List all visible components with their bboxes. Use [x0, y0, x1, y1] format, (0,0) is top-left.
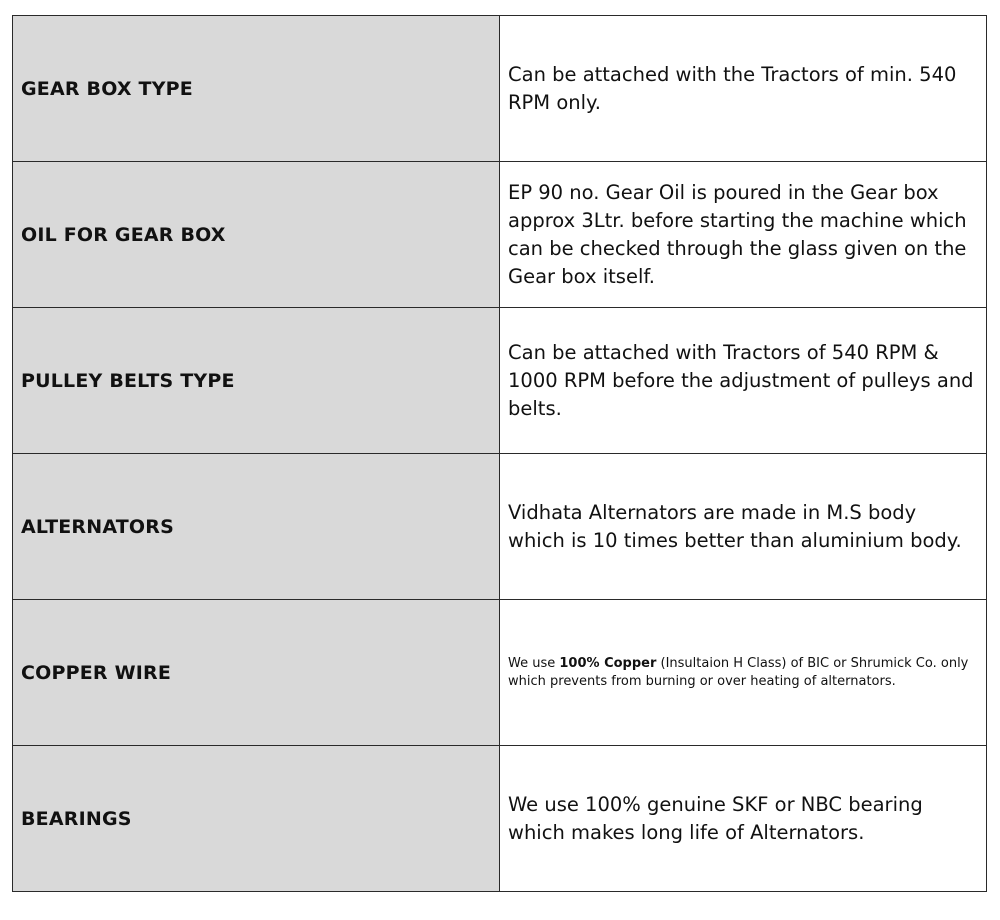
- row-label-bearings: BEARINGS: [13, 746, 500, 892]
- table-row: [13, 162, 987, 308]
- copper-wire-text-suffix: (Insultaion H Class) of BIC or Shrumick Co. only which prevents from burning or over heating of alternators.: [508, 655, 969, 689]
- row-label-oil-for-gear-box: OIL FOR GEAR BOX: [13, 162, 500, 308]
- row-label-alternators: ALTERNATORS: [13, 454, 500, 600]
- row-label-copper-wire: COPPER WIRE: [13, 600, 500, 746]
- table-row: [13, 16, 987, 162]
- row-value-alternators: Vidhata Alternators are made in M.S body which is 10 times better than aluminium body.: [500, 454, 987, 600]
- row-value-copper-wire: [500, 600, 987, 746]
- table-row: [13, 600, 987, 746]
- row-value-gear-box-type: Can be attached with the Tractors of min. 540 RPM only.: [500, 16, 987, 162]
- row-value-pulley-belts-type: Can be attached with Tractors of 540 RPM & 1000 RPM before the adjustment of pulleys and belts.: [500, 308, 987, 454]
- table-row: [13, 746, 987, 892]
- row-label-gear-box-type: GEAR BOX TYPE: [13, 16, 500, 162]
- table-row: [13, 454, 987, 600]
- row-value-bearings: We use 100% genuine SKF or NBC bearing which makes long life of Alternators.: [500, 746, 987, 892]
- copper-wire-text-bold: 100% Copper: [559, 655, 657, 671]
- table-row: [13, 308, 987, 454]
- row-value-oil-for-gear-box: EP 90 no. Gear Oil is poured in the Gear box approx 3Ltr. before starting the machine which can be checked through the glass given on the Gear box itself.: [500, 162, 987, 308]
- spec-table: [12, 15, 987, 892]
- row-label-pulley-belts-type: PULLEY BELTS TYPE: [13, 308, 500, 454]
- copper-wire-text-prefix: We use: [508, 655, 560, 671]
